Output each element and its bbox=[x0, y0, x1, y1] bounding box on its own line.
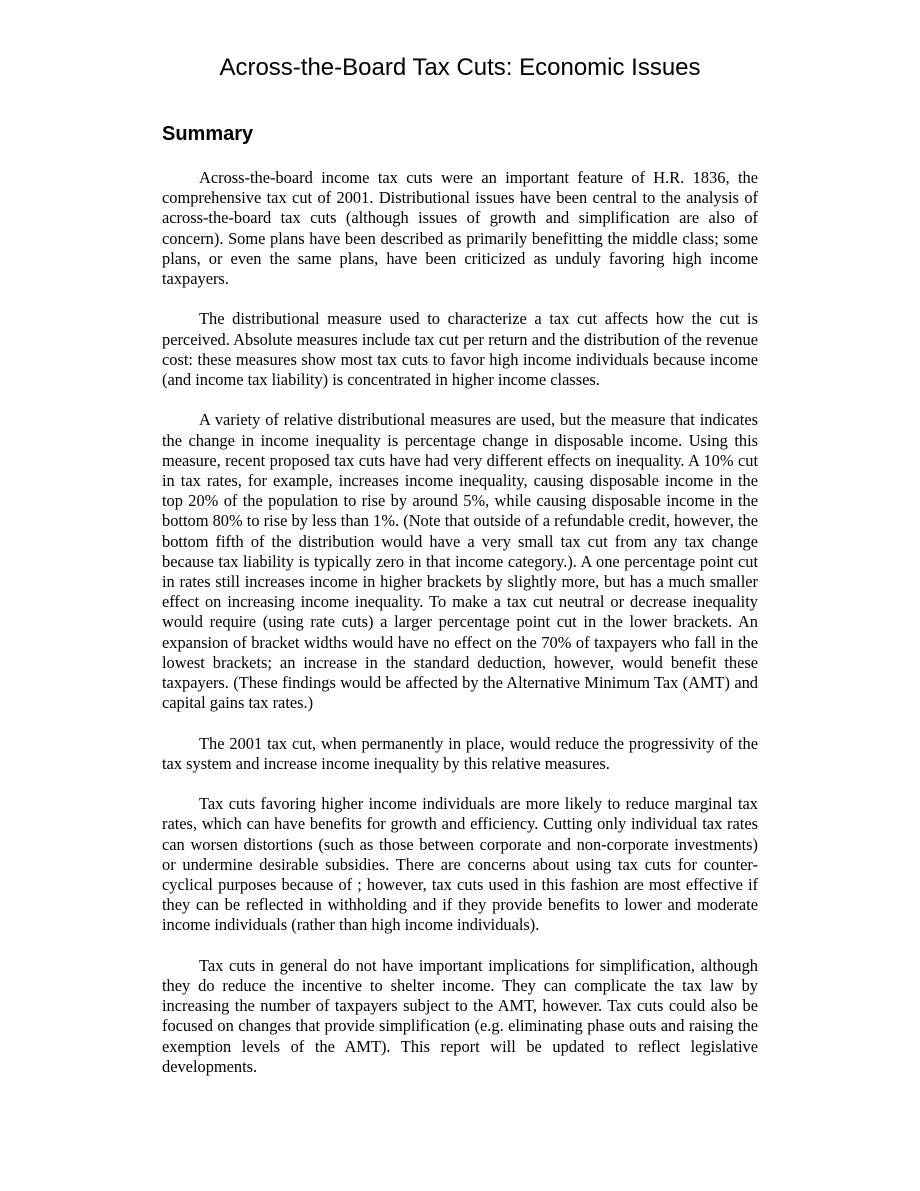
summary-paragraph: The 2001 tax cut, when permanently in place, would reduce the progressivity of the tax system and increase income inequality by this relative measures. bbox=[162, 733, 758, 773]
summary-paragraph: Tax cuts in general do not have important implications for simplification, although they do reduce the incentive to shelter income. They can complicate the tax law by increasing the number of taxpayers subject to the AMT, however. Tax cuts could also be focused on changes that provide simplification (e.g. eliminating phase outs and raising the exemption levels of the AMT). This report will be updated to reflect legislative developments. bbox=[162, 955, 758, 1076]
summary-body bbox=[162, 168, 758, 1097]
document-title: Across-the-Board Tax Cuts: Economic Issues bbox=[219, 54, 701, 81]
summary-paragraph: A variety of relative distributional measures are used, but the measure that indicates the change in income inequality is percentage change in disposable income. Using this measure, recent proposed tax cuts have had very different effects on inequality. A 10% cut in tax rates, for example, increases income inequality, causing disposable income in the top 20% of the population to rise by around 5%, while causing disposable income in the bottom 80% to rise by less than 1%. (Note that outside of a refundable credit, however, the bottom fifth of the distribution would have a very small tax cut from any tax change because tax liability is typically zero in that income category.). A one percentage point cut in rates still increases income in higher brackets by slightly more, but has a much smaller effect on increasing income inequality. To make a tax cut neutral or decrease inequality would require (using rate cuts) a larger percentage point cut in the lower brackets. An expansion of bracket widths would have no effect on the 70% of taxpayers who fall in the lowest brackets; an increase in the standard deduction, however, would benefit these taxpayers. (These findings would be affected by the Alternative Minimum Tax (AMT) and capital gains tax rates.) bbox=[162, 410, 758, 713]
summary-paragraph: Tax cuts favoring higher income individuals are more likely to reduce marginal tax rates, which can have benefits for growth and efficiency. Cutting only individual tax rates can worsen distortions (such as those between corporate and non-corporate investments) or undermine desirable subsidies. There are concerns about using tax cuts for counter-cyclical purposes because of ; however, tax cuts used in this fashion are most effective if they can be reflected in withholding and if they provide benefits to lower and moderate income individuals (rather than high income individuals). bbox=[162, 794, 758, 935]
summary-paragraph: The distributional measure used to characterize a tax cut affects how the cut is perceived. Absolute measures include tax cut per return and the distribution of the revenue cost: these measures show most tax cuts to favor high income individuals because income (and income tax liability) is concentrated in higher income classes. bbox=[162, 309, 758, 390]
summary-heading: Summary bbox=[162, 123, 254, 145]
summary-paragraph: Across-the-board income tax cuts were an important feature of H.R. 1836, the comprehensive tax cut of 2001. Distributional issues have been central to the analysis of across-the-board tax cuts (although issues of growth and simplification are also of concern). Some plans have been described as primarily benefitting the middle class; some plans, or even the same plans, have been criticized as unduly favoring high income taxpayers. bbox=[162, 168, 758, 289]
